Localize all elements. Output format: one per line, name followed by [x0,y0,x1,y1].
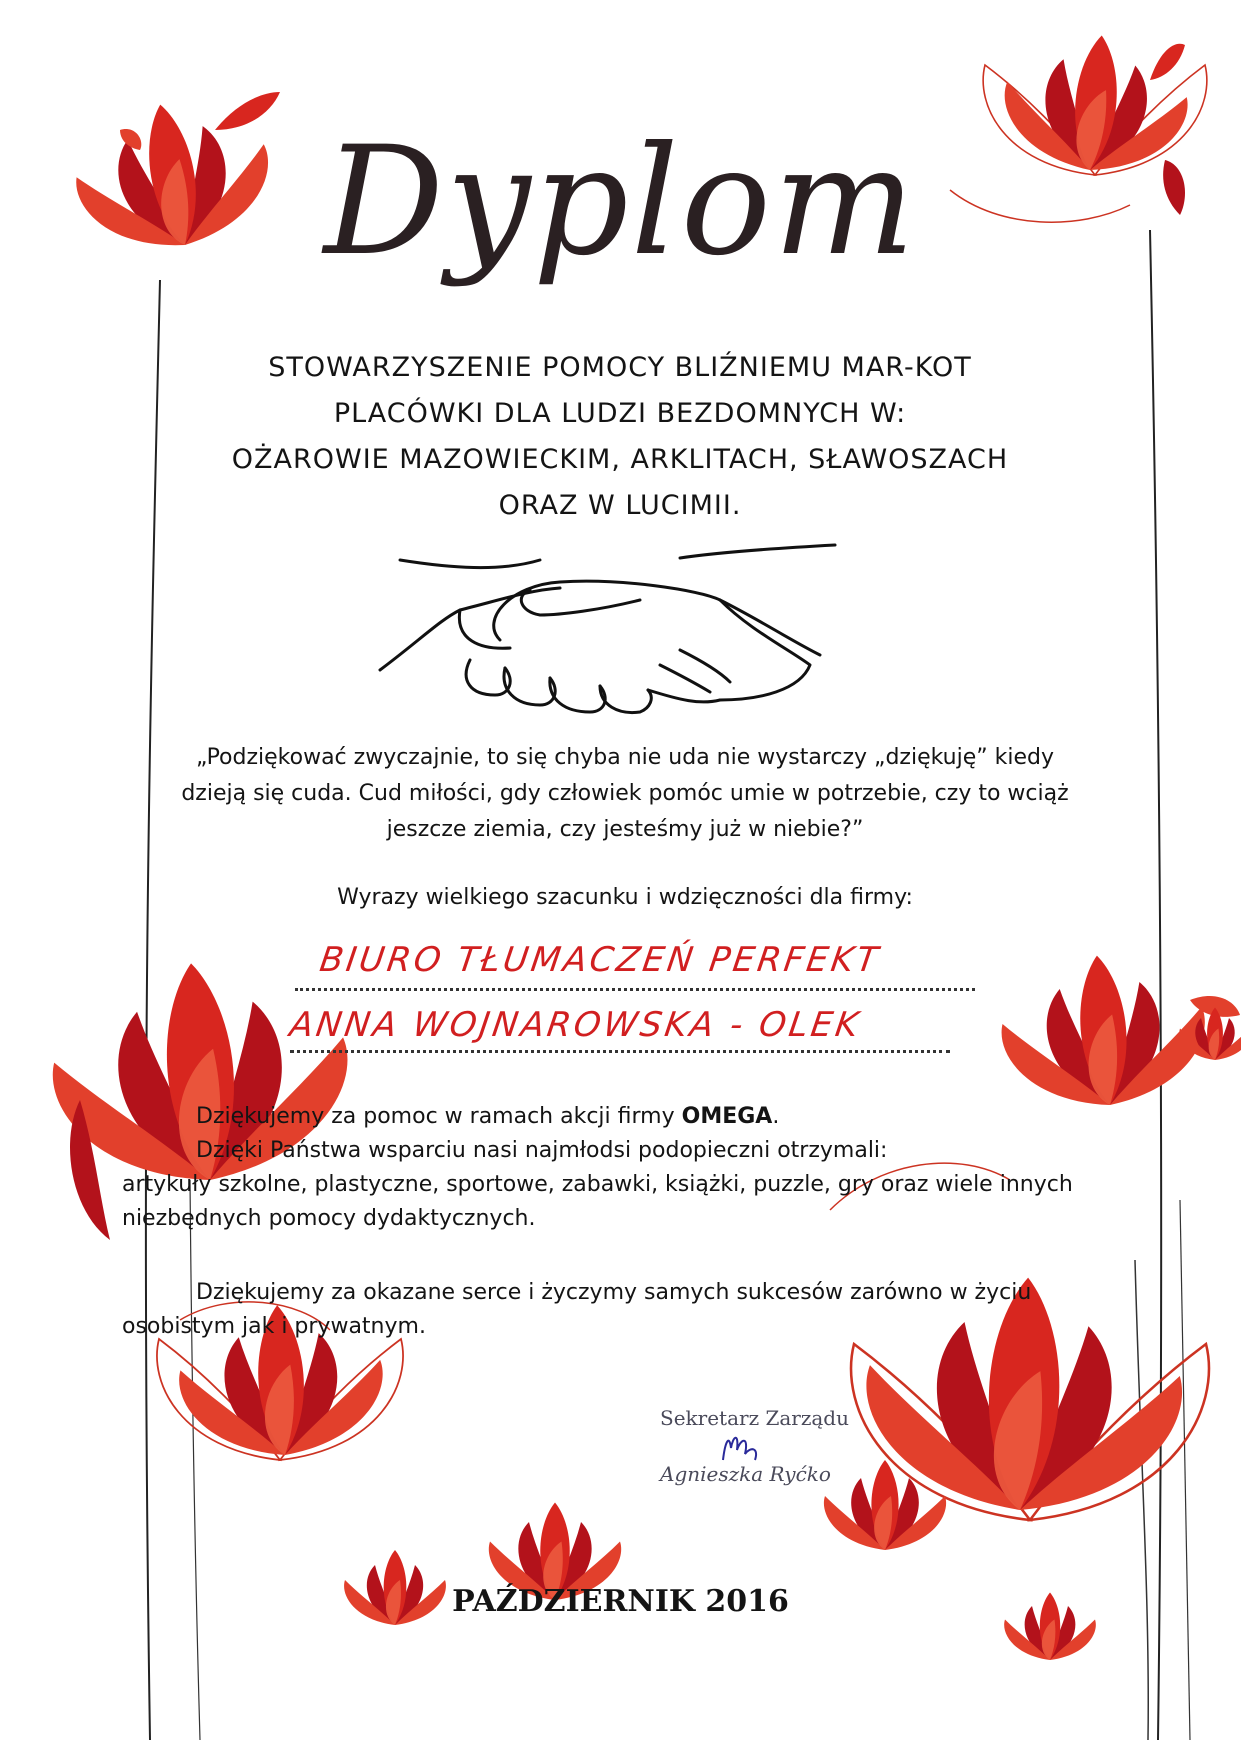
diploma-date: PAŹDZIERNIK 2016 [452,1584,789,1619]
quote-line-3: jeszcze ziemia, czy jesteśmy już w niebie?” [386,817,864,842]
wishes-line-1: Dziękujemy za okazane serce i życzymy samych sukcesów zarówno w życiu [196,1280,1032,1305]
thanks-omega [196,1100,779,1134]
signature-role: Sekretarz Zarządu [660,1406,849,1430]
organization-line-4: ORAZ W LUCIMII. [498,490,742,521]
signature-name: Agnieszka Ryćko [660,1462,831,1486]
organization-line-1: STOWARZYSZENIE POMOCY BLIŹNIEMU MAR-KOT [268,352,972,383]
organization-line-2: PLACÓWKI DLA LUDZI BEZDOMNYCH W: [333,398,907,429]
company-omega: OMEGA [681,1104,773,1129]
recipient-handwritten-line-2: ANNA WOJNAROWSKA - OLEK [287,1005,864,1045]
recipient-dotted-line-2 [290,1050,950,1053]
wishes-line-2: osobistym jak i prywatnym. [122,1314,426,1339]
thanks-omega-prefix: Dziękujemy za pomoc w ramach akcji firmy [196,1104,682,1129]
quote-line-2: dzieją się cuda. Cud miłości, gdy człowiek pomóc umie w potrzebie, czy to wciąż [181,781,1069,806]
quote-line-1: „Podziękować zwyczajnie, to się chyba nie uda nie wystarczy „dziękuję” kiedy [195,745,1055,770]
diploma-title: Dyplom [323,115,918,289]
support-line-3: niezbędnych pomocy dydaktycznych. [122,1206,536,1231]
recipient-handwritten-line-1: BIURO TŁUMACZEŃ PERFEKT [317,940,884,980]
support-line-2: artykuły szkolne, plastyczne, sportowe, zabawki, książki, puzzle, gry oraz wiele innych [122,1172,1073,1197]
organization-line-3: OŻAROWIE MAZOWIECKIM, ARKLITACH, SŁAWOSZACH [231,444,1009,475]
recipient-intro: Wyrazy wielkiego szacunku i wdzięczności dla firmy: [337,885,913,910]
thanks-omega-suffix: . [772,1104,780,1129]
recipient-dotted-line-1 [295,988,975,991]
support-line-1: Dzięki Państwa wsparciu nasi najmłodsi podopieczni otrzymali: [196,1138,888,1163]
handshake-icon [380,545,835,713]
